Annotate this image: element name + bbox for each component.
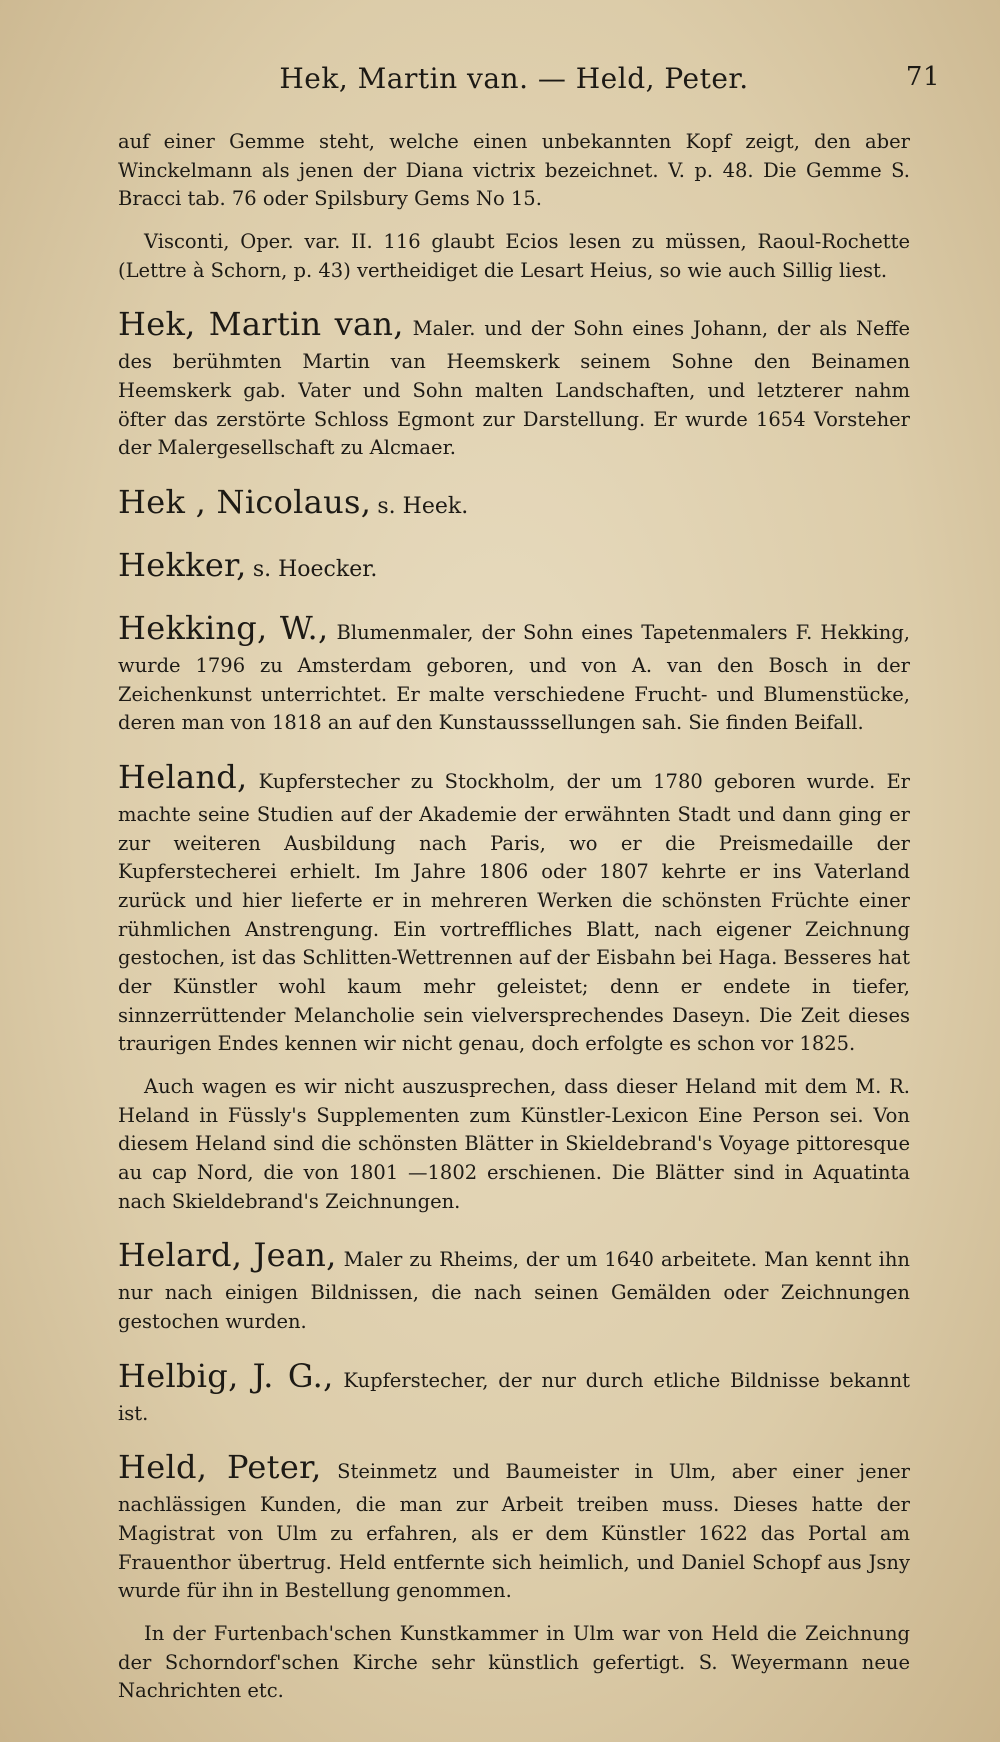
entry-text: s. Heek.	[377, 493, 469, 519]
headword: Hek , Nicolaus,	[118, 482, 372, 521]
entry-hekking	[118, 605, 910, 738]
entry-text: Steinmetz und Baumeister in Ulm, aber einer jener nachlässigen Kunden, die man zur Arbeit treiben muss. Dieses hatte der Magistrat von Ulm zu erfahren, als er dem Künstler 1622 das Portal am Frauenthor übertrug. Held entfernte sich heimlich, und Daniel Schopf aus Jsny wurde für ihn in Bestellung genommen.	[118, 1460, 910, 1603]
entry-paragraph: Auch wagen es wir nicht auszusprechen, dass dieser Heland mit dem M. R. Heland in Füssly's Supplementen zum Künstler-Lexicon Eine Person sei. Von diesem Heland sind die schönsten Blätter in Skieldebrand's Voyage pittoresque au cap Nord, die von 1801 —1802 erschienen. Die Blätter sind in Aquatinta nach Skieldebrand's Zeichnungen.	[118, 1074, 910, 1213]
entry-paragraph: In der Furtenbach'schen Kunstkammer in Ulm war von Held die Zeichnung der Schorndorf'schen Kirche sehr künstlich gefertigt. S. Weyermann neue Nachrichten etc.	[118, 1621, 910, 1703]
entry-text: Kupferstecher, der nur durch etliche Bildnisse bekannt ist.	[118, 1368, 911, 1425]
running-head-title: Hek, Martin van. — Held, Peter.	[279, 62, 749, 95]
entry-text: s. Hoecker.	[252, 556, 378, 582]
entry-helbig	[118, 1353, 910, 1429]
headword: Helard, Jean,	[118, 1236, 337, 1275]
entry-helard	[118, 1232, 910, 1336]
entry-hekker	[118, 542, 910, 589]
continuation-paragraph: Visconti, Oper. var. II. 116 glaubt Ecios lesen zu müssen, Raoul-Rochette (Lettre à Schorn, p. 43) vertheidiget die Lesart Heius, so wie auch Sillig liest.	[118, 229, 910, 282]
entry-held	[118, 1444, 910, 1606]
running-head	[118, 62, 940, 106]
entry-text: Kupferstecher zu Stockholm, der um 1780 geboren wurde. Er machte seine Studien auf der Akademie der erwähnten Stadt und dann ging er zur weiteren Ausbildung nach Paris, wo er die Preismedaille der Kupferstecherei erhielt. Im Jahre 1806 oder 1807 kehrte er ins Vaterland zurück und hier lieferte er in mehreren Werken die schönsten Früchte einer rühmlichen Anstrengung. Ein vortreffliches Blatt, nach eigener Zeichnung gestochen, ist das Schlitten-Wettrennen auf der Eisbahn bei Haga. Besseres hat der Künstler wohl kaum mehr geleistet; denn er endete in tiefer, sinnzerrüttender Melancholie sein vielversprechendes Daseyn. Die Zeit dieses traurigen Endes kennen wir nicht genau, doch erfolgte es schon vor 1825.	[118, 770, 911, 1056]
page-number: 71	[905, 62, 940, 92]
headword: Held, Peter,	[118, 1448, 322, 1487]
headword: Hekking, W.,	[118, 609, 329, 647]
entry-hek-martin	[118, 301, 910, 463]
headword: Hekker,	[118, 545, 247, 584]
entry-heland	[118, 754, 910, 1059]
headword: Heland,	[118, 758, 248, 796]
entry-hek-nicolaus	[118, 479, 910, 526]
entry-text: Maler zu Rheims, der um 1640 arbeitete. Man kennt ihn nur nach einigen Bildnissen, die nach seinen Gemälden oder Zeichnungen gestochen wurden.	[118, 1248, 910, 1333]
headword: Hek, Martin van,	[118, 305, 404, 344]
entry-text: Maler. und der Sohn eines Johann, der als Neffe des berühmten Martin van Heemskerk seinem Sohne den Beinamen Heemskerk gab. Vater und Sohn malten Landschaften, und letzterer nahm öfter das zerstörte Schloss Egmont zur Darstellung. Er wurde 1654 Vorsteher der Malergesellschaft zu Alcmaer.	[118, 317, 910, 460]
entry-text: Blumenmaler, der Sohn eines Tapetenmalers F. Hekking, wurde 1796 zu Amsterdam geboren, und von A. van den Bosch in der Zeichenkunst unterrichtet. Er malte verschiedene Frucht- und Blumenstücke, deren man von 1818 an auf den Kunstausssellungen sah. Sie finden Beifall.	[118, 621, 911, 735]
page-body	[118, 128, 910, 1706]
headword: Helbig, J. G.,	[118, 1356, 334, 1395]
continuation-paragraph: auf einer Gemme steht, welche einen unbekannten Kopf zeigt, den aber Winckelmann als jenen der Diana victrix bezeichnet. V. p. 48. Die Gemme S. Bracci tab. 76 oder Spilsbury Gems No 15.	[118, 130, 910, 211]
